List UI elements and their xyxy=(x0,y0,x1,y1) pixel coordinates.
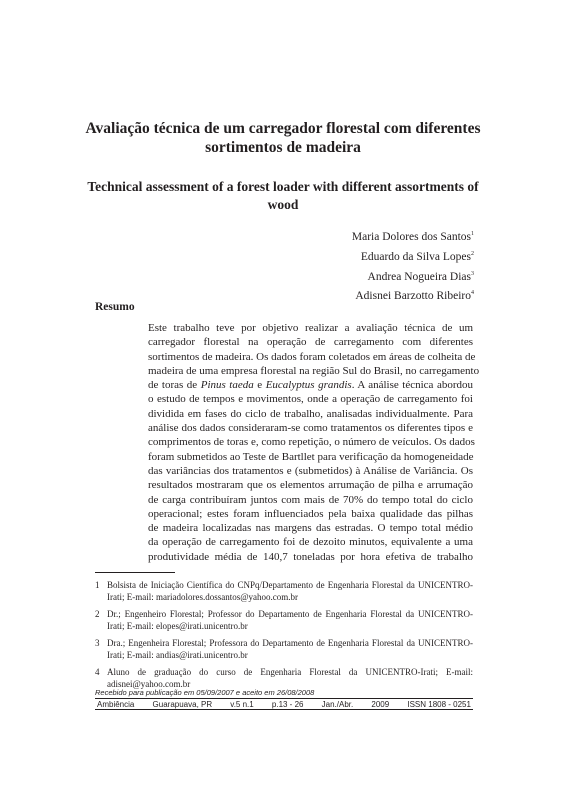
footnote-rule xyxy=(95,572,175,573)
footnote-number: 4 xyxy=(95,667,100,677)
abstract-line: da operação de carregamento foi de dezoito minutos, equivalente a uma xyxy=(148,536,473,549)
author-name-text: Maria Dolores dos Santos xyxy=(351,230,471,243)
abstract-line: comprimentos de toras e, como repetição, o número de veículos. Os dados xyxy=(148,436,475,449)
abstract-line: de toras de Pinus taeda e Eucalyptus grandis. A análise técnica abordou xyxy=(148,379,474,392)
footnote-item xyxy=(95,667,473,690)
footer-field: Ambiência xyxy=(97,699,135,709)
abstract-line: carregador florestal na operação de carregamento com diferentes xyxy=(148,336,473,349)
abstract-line: operacional; estes foram influenciados pela baixa qualidade das pilhas xyxy=(148,507,473,520)
footer-field: 2009 xyxy=(371,699,390,709)
footer-field: v.5 n.1 xyxy=(230,699,254,709)
abstract-line: resultados mostraram que os elementos arrumação de pilha e arrumação xyxy=(148,479,473,492)
abstract-line: de madeira localizadas nas margens das estradas. O tempo total médio xyxy=(148,522,473,535)
footnote-number: 2 xyxy=(95,609,100,619)
abstract-body xyxy=(148,321,480,564)
author-name xyxy=(352,266,474,286)
footnote-text: Dr.; Engenheiro Florestal; Professor do Departamento de Engenharia Florestal da UNICENTRO-Irati; E-mail: elopes@irati.unicentro.br xyxy=(107,609,473,631)
footer-field: Guarapuava, PR xyxy=(152,699,213,709)
footer-field: ISSN 1808 - 0251 xyxy=(407,699,471,709)
author-name-text: Adisnei Barzotto Ribeiro xyxy=(355,290,471,303)
received-note: Recebido para publicação em 05/09/2007 e aceito em 26/08/2008 xyxy=(95,688,315,697)
footnote-text: Bolsista de Iniciação Científica do CNPq/Departamento de Engenharia Florestal da UNICENTRO-Irati; E-mail: mariadolores.dossantos@yahoo.com.br xyxy=(107,580,473,602)
footnote-item xyxy=(95,580,473,603)
footnote-item xyxy=(95,609,473,632)
author-name xyxy=(352,285,474,305)
resumo-heading: Resumo xyxy=(95,301,135,313)
footnote-number: 3 xyxy=(95,638,100,648)
abstract-line: foram submetidos ao Teste de Bartllet para verificação da homogeneidade xyxy=(148,450,474,463)
footnotes xyxy=(95,580,473,696)
abstract-line: de carga contribuíram juntos com mais de 70% do tempo total do ciclo xyxy=(148,493,473,506)
abstract-line: o estudo de tempos e movimentos, onde a operação de carregamento foi xyxy=(148,393,473,406)
abstract-line: madeira de uma empresa florestal na região Sul do Brasil, no carregamento xyxy=(148,364,480,377)
journal-footer xyxy=(95,698,473,710)
title-english: Technical assessment of a forest loader with different assortments of wood xyxy=(87,179,479,212)
abstract-line: análise dos dados consideraram-se como tratamentos os diferentes tipos e xyxy=(148,422,473,435)
author-name xyxy=(352,246,474,266)
author-affiliation-mark: 1 xyxy=(471,231,474,237)
footer-field: Jan./Abr. xyxy=(321,699,354,709)
title-portuguese: Avaliação técnica de um carregador florestal com diferentes sortimentos de madeira xyxy=(85,120,481,156)
author-affiliation-mark: 4 xyxy=(471,290,474,297)
abstract-line: dividida em fases do ciclo de trabalho, analisadas individualmente. Para xyxy=(148,407,473,420)
author-name-text: Andrea Nogueira Dias xyxy=(367,270,471,283)
footnote-item xyxy=(95,638,473,661)
author-list xyxy=(352,226,474,305)
abstract-line: Este trabalho teve por objetivo realizar a avaliação técnica de um xyxy=(148,322,473,334)
author-affiliation-mark: 3 xyxy=(471,270,474,277)
author-name-text: Eduardo da Silva Lopes xyxy=(360,250,471,263)
footnote-text: Aluno de graduação do curso de Engenharia Florestal da UNICENTRO-Irati; E-mail: adisnei@yahoo.com.br xyxy=(107,667,473,689)
footnote-number: 1 xyxy=(95,580,100,590)
footer-field: p.13 - 26 xyxy=(271,699,304,709)
author-name xyxy=(352,226,474,246)
abstract-line: produtividade média de 140,7 toneladas por hora efetiva de trabalho xyxy=(148,550,473,563)
author-affiliation-mark: 2 xyxy=(471,250,474,257)
abstract-line: sortimentos de madeira. Os dados foram coletados em áreas de colheita de xyxy=(148,350,476,363)
footnote-text: Dra.; Engenheira Florestal; Professora do Departamento de Engenharia Florestal da UNICENTRO-Irati; E-mail: andias@irati.unicentro.br xyxy=(107,638,473,660)
abstract-line: das variâncias dos tratamentos e (submetidos) à Análise de Variância. Os xyxy=(148,464,473,477)
